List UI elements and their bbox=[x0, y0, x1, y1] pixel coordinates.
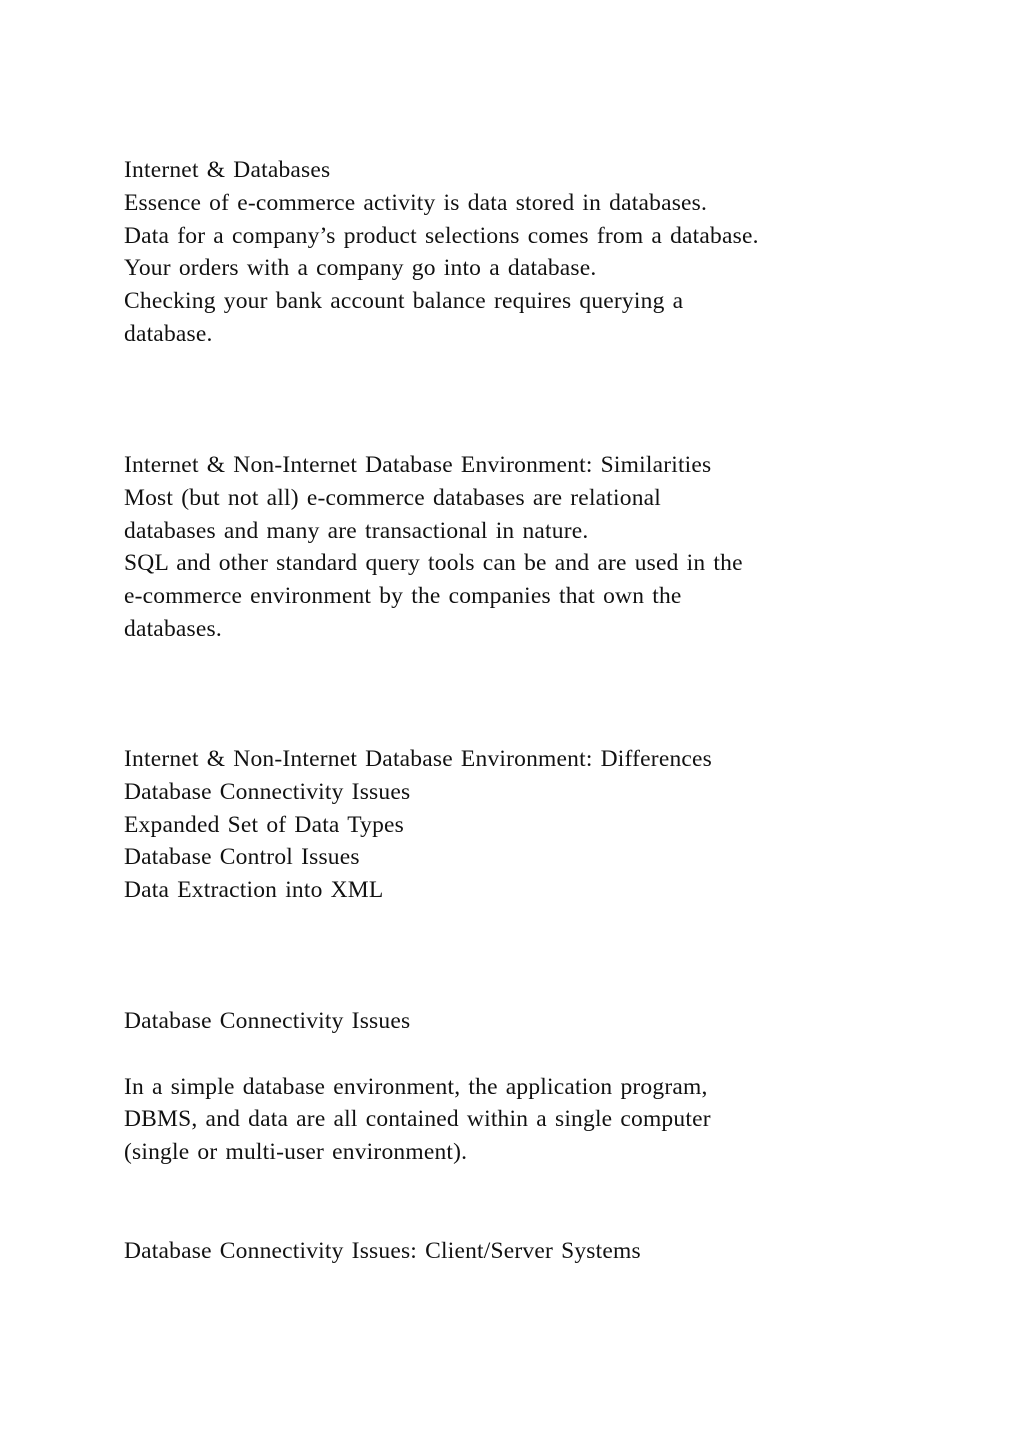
list-item: Database Connectivity Issues bbox=[124, 778, 411, 805]
text-line: Checking your bank account balance requires querying a bbox=[124, 288, 684, 315]
text-line: databases and many are transactional in nature. bbox=[124, 517, 589, 544]
list-item: Expanded Set of Data Types bbox=[124, 811, 404, 838]
text-line: In a simple database environment, the application program, bbox=[124, 1073, 708, 1100]
section-similarities bbox=[124, 449, 904, 646]
text-line: Essence of e-commerce activity is data stored in databases. bbox=[124, 189, 708, 216]
section-heading: Database Connectivity Issues: Client/Server Systems bbox=[124, 1238, 641, 1264]
text-line: databases. bbox=[124, 615, 222, 642]
list-item: Database Control Issues bbox=[124, 844, 360, 871]
text-line: DBMS, and data are all contained within a single computer bbox=[124, 1106, 711, 1133]
text-line: Data for a company’s product selections comes from a database. bbox=[124, 222, 759, 249]
section-differences bbox=[124, 743, 904, 907]
text-line: SQL and other standard query tools can be and are used in the bbox=[124, 550, 743, 577]
text-line: e-commerce environment by the companies that own the bbox=[124, 583, 682, 610]
section-heading: Internet & Non-Internet Database Environment: Differences bbox=[124, 746, 713, 772]
list-item: Data Extraction into XML bbox=[124, 877, 384, 904]
text-line: Most (but not all) e-commerce databases are relational bbox=[124, 484, 662, 511]
section-heading: Database Connectivity Issues bbox=[124, 1008, 411, 1034]
section-internet-databases bbox=[124, 154, 904, 351]
section-connectivity-issues bbox=[124, 1005, 904, 1169]
section-heading: Internet & Databases bbox=[124, 157, 331, 183]
section-client-server bbox=[124, 1235, 904, 1268]
text-line: (single or multi-user environment). bbox=[124, 1139, 468, 1166]
text-line: database. bbox=[124, 320, 213, 347]
text-line: Your orders with a company go into a database. bbox=[124, 255, 597, 282]
blank-line bbox=[124, 1038, 904, 1071]
section-heading: Internet & Non-Internet Database Environment: Similarities bbox=[124, 452, 712, 478]
